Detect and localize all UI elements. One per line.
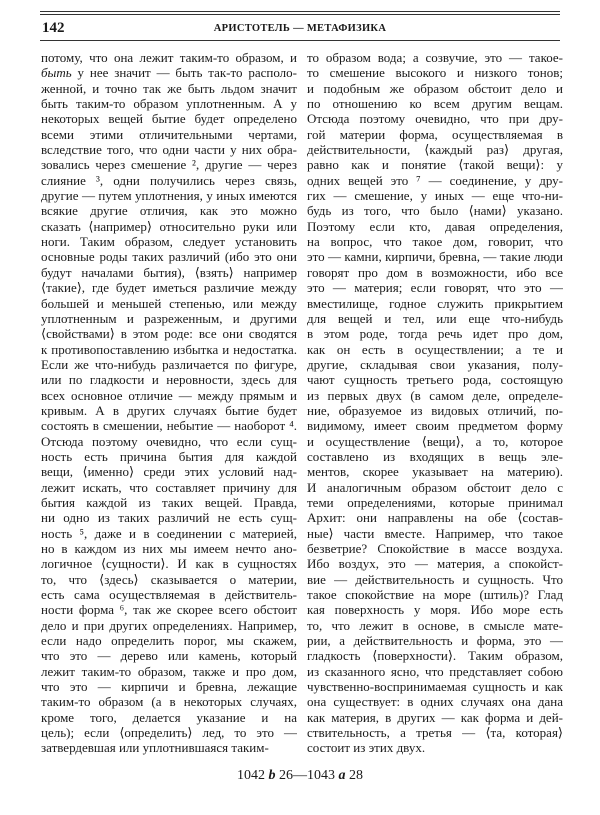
text-line: бытия каждой из таких вещей. Правда, <box>41 494 297 510</box>
text-line: ность ⁵, даже и в соединении с материей, <box>41 525 297 541</box>
text-line: вещи, ⟨именно⟩ среди этих условий над- <box>41 464 297 480</box>
text-line: гой материи форма, осуществляемая в <box>307 126 563 142</box>
text-line: составлено из входящих в вещь эле- <box>307 448 563 464</box>
text-line: это — камни, кирпичи, бревна, — такие люди <box>307 249 563 265</box>
text-line: основные роды таких различий (ибо это они <box>41 249 297 265</box>
text-line: ⟨такие⟩, где будет иметься различие между <box>41 280 297 296</box>
text-line: затвердевшая или уплотнившаяся таким- <box>41 740 269 756</box>
text-line: это — материя; если говорят, что это — <box>307 280 563 296</box>
header-top-rule-2 <box>40 14 560 15</box>
header-bottom-rule <box>40 40 560 41</box>
text-line: Если же что-нибудь различается по фигуре, <box>41 356 297 372</box>
text-line: то смешение высокого и низкого тонов; <box>307 65 563 81</box>
ref-start-num: 1042 <box>237 768 265 783</box>
text-line: гих — смешение, у иных — еще что-ни- <box>307 188 563 204</box>
text-line: равно как и понятие ⟨такой вещи⟩: у <box>307 157 563 173</box>
text-line: что это — дерево или камень, который <box>41 648 297 664</box>
text-line: уплотненным и разреженным, и другими <box>41 310 297 326</box>
text-line: чувственно-воспринимаемая сущность и как <box>307 679 563 695</box>
page-number: 142 <box>42 20 65 36</box>
text-line: или по гладкости и неровности, здесь для <box>41 372 297 388</box>
text-line: если надо определить порог, мы скажем, <box>41 633 297 649</box>
text-line: вместилище, годное служить прикрытием <box>307 295 563 311</box>
text-line: действительности, ⟨каждый раз⟩ другая, <box>307 142 563 158</box>
text-line: говорят про дом в возможности, ибо все <box>307 264 563 280</box>
text-line: в этом роде, тогда речь идет про дом, <box>307 326 563 342</box>
text-line: теми определениями, которые принимал <box>307 494 563 510</box>
text-line: зовались через смешение ², другие — через <box>41 157 297 173</box>
text-line: такое спокойствие на море (штиль)? Глад <box>307 587 563 603</box>
right-text-column <box>307 50 563 756</box>
text-line: гладкость ⟨поверхности⟩. Таким образом, <box>307 648 563 664</box>
text-line <box>41 65 297 80</box>
text-line: ментов, скорее указывает на материю). <box>307 464 563 480</box>
text-line: то, что лежит в основе, в смысле мате- <box>307 617 563 633</box>
text-line: будут началами бытия), ⟨взять⟩ например <box>41 264 297 280</box>
text-line: другие — путем уплотнения, у иных имеются <box>41 188 297 204</box>
text-line: видимому, имеет своим предметом форму <box>307 418 563 434</box>
text-line: как материя, в других — как форма и дей- <box>307 709 563 725</box>
text-line: дело и при других определениях. Например, <box>41 617 297 633</box>
text-line: ность есть причина бытия для каждой <box>41 448 297 464</box>
text-line: есть сама осуществляемая в действитель- <box>41 587 297 603</box>
text-line: из первых двух (в самом деле, определе- <box>307 387 563 403</box>
text-line: безветрие? Спокойствие в массе воздуха. <box>307 541 563 556</box>
text-line: логичное ⟨сущности⟩. И как в сущностях <box>41 556 297 572</box>
text-line: вследствие того, что одни части у них обра- <box>41 142 297 158</box>
text-line: состоять в смешении, небытие — наоборот ⁴. <box>41 418 297 434</box>
text-line: то, что ⟨здесь⟩ сказывается о материи, <box>41 571 297 587</box>
text-line: некоторых вещей бытие будет определено <box>41 111 297 127</box>
text-line: Ибо воздух, это — материя, а спокойст- <box>307 556 563 572</box>
text-line: рии, а действительность и форма, это — <box>307 633 563 649</box>
text-line: другие, складывая свои указания, полу- <box>307 356 563 372</box>
text-line: всеми этими отличительными чертами, <box>41 126 297 142</box>
text-line: всякие другие отличия, как это можно <box>41 203 297 219</box>
text-line: Поэтому если кто, давая определения, <box>307 218 563 234</box>
text-line: на вопрос, что такое дом, говорит, что <box>307 234 563 250</box>
text-line: быть таким-то образом уплотненным. А у <box>41 96 297 112</box>
text-line: ни одно из таких различий не есть сущ- <box>41 510 297 526</box>
running-title: АРИСТОТЕЛЬ — МЕТАФИЗИКА <box>213 23 387 34</box>
left-text-column <box>41 50 297 756</box>
text-line: Архит: они направлены на обе ⟨состав- <box>307 510 563 526</box>
text-line: будь из того, что было ⟨нами⟩ указано. <box>307 203 563 219</box>
text-line: она существует: в одних случаях она дана <box>307 694 563 710</box>
text-line: И аналогичным образом обстоит дело с <box>307 479 563 495</box>
text-line: Отсюда поэтому очевидно, что если сущ- <box>41 433 297 449</box>
text-line: большей и меньшей степенью, или между <box>41 295 297 311</box>
text-line: вие — действительность и сущность. Что <box>307 571 563 587</box>
text-line: лежит искать, что составляет причину для <box>41 479 297 495</box>
bekker-reference <box>0 768 600 784</box>
header-top-rule <box>40 11 560 12</box>
text-line: ствительность, а третья — ⟨та, которая⟩ <box>307 725 563 741</box>
text-line: таким-то образом (а в некоторых случаях, <box>41 694 297 710</box>
text-line: для вещей и тел, или еще что-нибудь <box>307 310 563 326</box>
text-line: состоит из этих двух. <box>307 740 426 756</box>
text-line: всех основное отличие — между прямым и <box>41 387 297 403</box>
text-line: цель); если ⟨определить⟩ лед, то это — <box>41 725 297 741</box>
text-line: то образом вода; а созвучие, это — такое- <box>307 50 563 65</box>
text-line: ние, образуемое из видовых отличий, по- <box>307 402 563 418</box>
line-text: у нее значит — быть так-то располо- <box>71 65 297 81</box>
text-line: слияние ³, одни получились через связь, <box>41 172 297 188</box>
ref-start-line: 26—1043 <box>275 768 335 783</box>
text-line: кривым. А в других случаях бытие будет <box>41 402 297 418</box>
ref-start-col: b <box>268 768 276 783</box>
text-line: и подобным же образом обстоит дело и <box>307 80 563 96</box>
text-line: как он есть в осуществлении; а те и <box>307 341 563 357</box>
text-line: кроме того, делается указание и на <box>41 709 297 725</box>
text-line: потому, что она лежит таким-то образом, и <box>41 50 297 65</box>
text-line: и осуществление ⟨вещи⟩, а то, которое <box>307 433 563 449</box>
text-line: по отношению ко всем другим вещам. <box>307 96 563 112</box>
text-line: сказать ⟨например⟩ относительно руки или <box>41 218 297 234</box>
text-line: кая поверхность у моря. Ибо море есть <box>307 602 563 618</box>
text-line: ные⟩ части вместе. Например, что такое <box>307 525 563 541</box>
text-line: одних вещей это ⁷ — соединение, у дру- <box>307 172 563 188</box>
italic-word: быть <box>41 65 72 81</box>
text-line: ности форма ⁶, так же скорее всего обстоит <box>41 602 297 618</box>
text-line: лежит таким-то образом, также и про дом, <box>41 663 297 679</box>
ref-end-col: a <box>338 768 346 783</box>
text-line: к противопоставлению избытка и недостатка. <box>41 341 297 357</box>
text-line: что это — кирпичи и бревна, лежащие <box>41 679 297 695</box>
ref-end-line: 28 <box>345 768 363 783</box>
text-line: ноги. Таким образом, следует установить <box>41 234 297 250</box>
text-line: но в каждом из них мы имеем нечто ано- <box>41 541 297 556</box>
text-line: Отсюда поэтому очевидно, что при дру- <box>307 111 563 127</box>
text-line: ⟨свойствами⟩ в этом роде: все они сводятся <box>41 326 297 342</box>
text-line: из сказанного ясно, что представляет собою <box>307 663 563 679</box>
text-line: чают сущность третьего рода, состоящую <box>307 372 563 388</box>
text-line: женной, и точно так же быть льдом значит <box>41 80 297 96</box>
